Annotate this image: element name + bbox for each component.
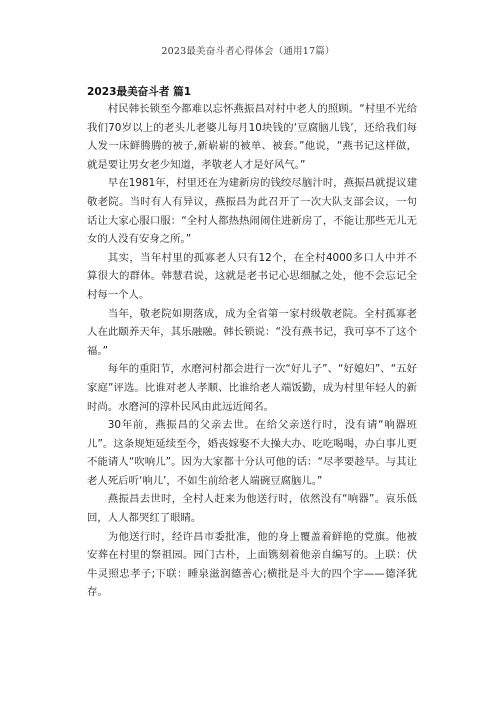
article-body [87, 84, 417, 602]
paragraph: 燕振昌去世时，全村人赶来为他送行时，依然没有“响器”。哀乐低回，人人都哭红了眼睛。 [87, 493, 417, 525]
section-title: 2023最美奋斗者 篇1 [87, 86, 192, 98]
paragraph: 当年，敬老院如期落成，成为全省第一家村级敬老院。全村孤寡老人在此颐养天年，其乐融融。韩长锁说：“没有燕书记，我可享不了这个福。” [87, 307, 417, 357]
paragraph: 30年前，燕振昌的父亲去世。在给父亲送行时，没有请“响器班儿”。这条规矩延续至今，婚丧嫁娶不大操大办、吃吃喝喝，办白事儿更不能请人“吹响儿”。因为大家都十分认可他的话：“尽孝要趁早。与其让老人死后听‘响儿’，不如生前给老人端碗豆腐脑儿。” [87, 419, 417, 487]
paragraph: 为他送行时，经许昌市委批准，他的身上覆盖着鲜艳的党旗。他被安葬在村里的祭祖园。园门古朴，上面镌刻着他亲自编写的。上联：伏牛灵照忠孝子;下联：睡泉滋润德善心;横批是斗大的四个字——德泽犹存。 [87, 530, 417, 599]
paragraph: 其实，当年村里的孤寡老人只有12个，在全村4000多口人中并不算很大的群体。韩慧君说，这就是老书记心思细腻之处，他不会忘记全村每一个人。 [87, 251, 417, 301]
paragraph: 村民韩长锁至今都难以忘怀燕振昌对村中老人的照顾。“村里不光给我们70岁以上的老头儿老婆儿每月10块钱的‘豆腐脑儿钱’，还给我们每人发一床鲜腾腾的被子,新崭崭的被单、被套。”他说，“燕书记这样做，就是要让男女老少知道，孝敬老人才是好风气。” [87, 103, 417, 171]
document-header-title: 2023最美奋斗者心得体会（通用17篇） [161, 46, 335, 57]
paragraph: 早在1981年，村里还在为建新房的钱绞尽脑汁时，燕振昌就提议建敬老院。当时有人有异议，燕振昌为此召开了一次大队支部会议，一句话让大家心服口服：“全村人都热热闹闹住进新房了，不能让那些无儿无女的人没有安身之所。” [87, 177, 417, 246]
paragraph: 每年的重阳节，水磨河村都会进行一次“好儿子”、“好媳妇”、“五好家庭”评选。比谁对老人孝顺、比谁给老人端饭勤，成为村里年轻人的新时尚。水磨河的淳朴民风由此远近闻名。 [87, 363, 417, 413]
